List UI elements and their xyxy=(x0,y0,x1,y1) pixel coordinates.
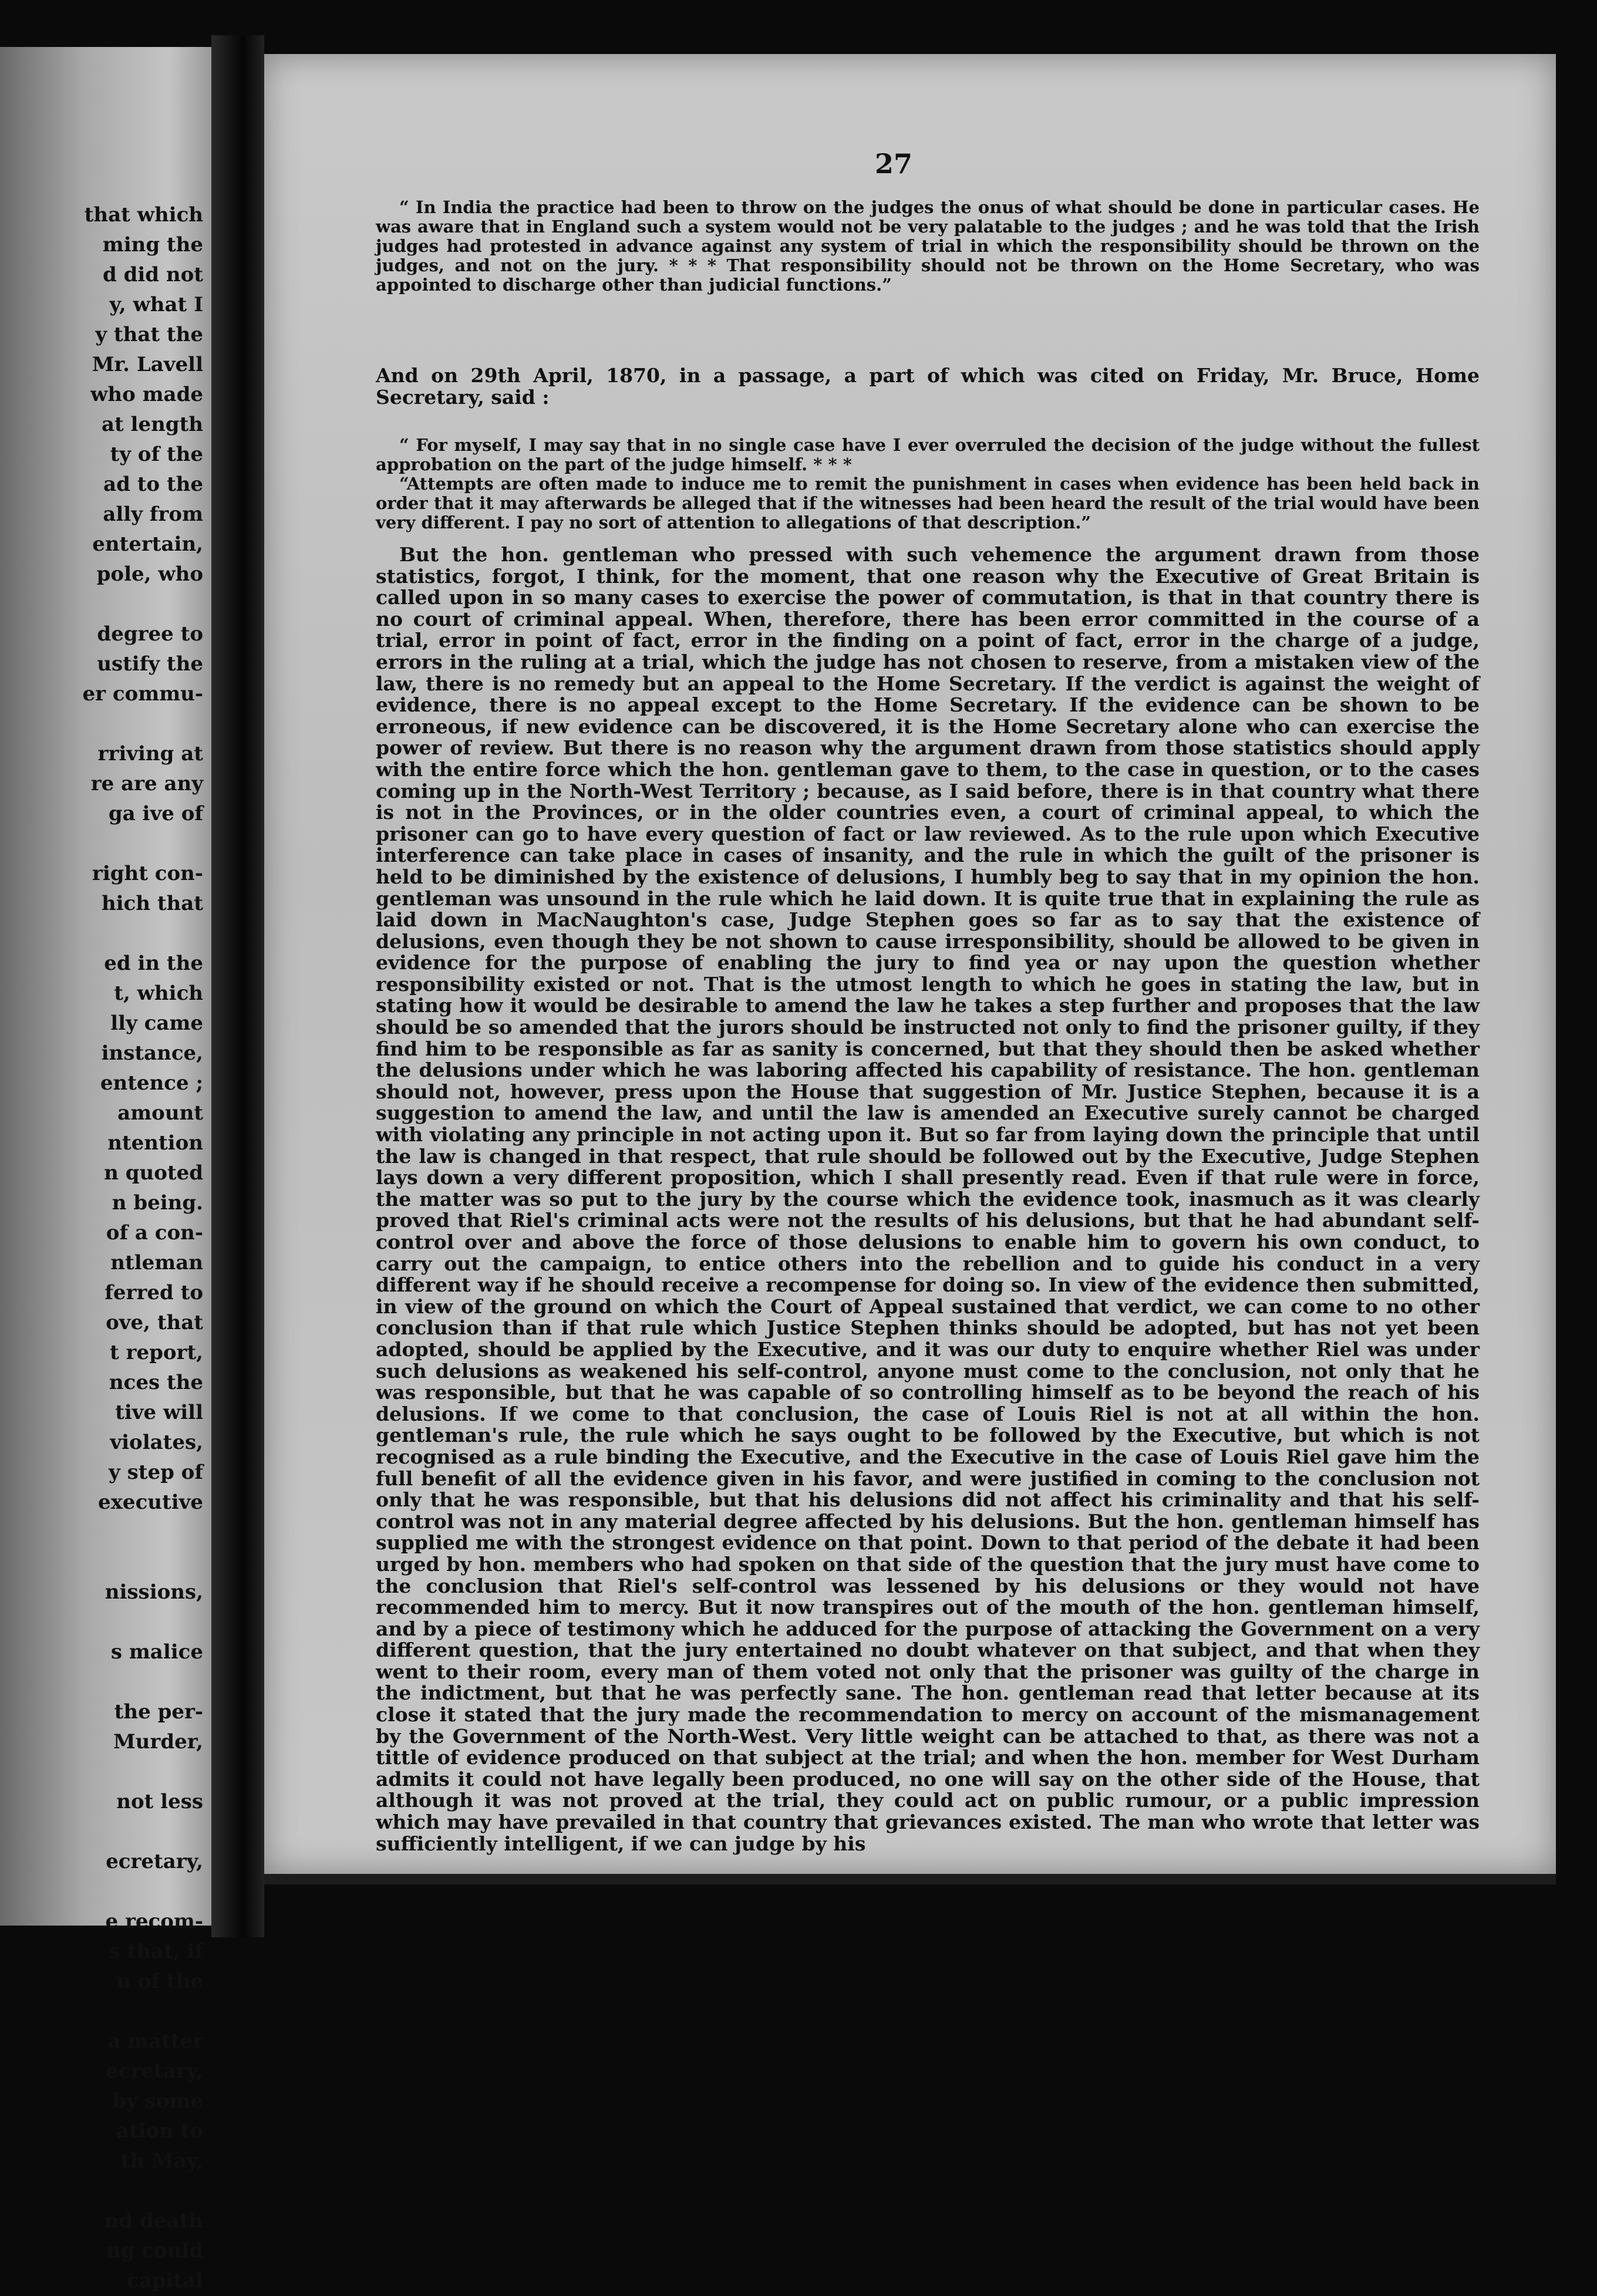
left-page-line xyxy=(15,1547,203,1577)
left-page-line: ad to the xyxy=(103,473,203,496)
left-page-line: re are any xyxy=(90,772,203,795)
left-page-line xyxy=(15,829,203,859)
document-page xyxy=(264,54,1556,1874)
page-bottom-edge xyxy=(264,1874,1556,1884)
block-quote-india xyxy=(376,198,1480,295)
left-page-line xyxy=(15,1877,203,1907)
left-page-line: ntleman xyxy=(110,1251,203,1275)
left-page-line: nces the xyxy=(109,1371,203,1394)
left-page-line xyxy=(15,2176,203,2206)
left-page-line xyxy=(15,170,203,200)
left-page-line: capital xyxy=(126,2269,203,2292)
left-page-line: ga ive of xyxy=(108,802,203,825)
intro-paragraph xyxy=(376,365,1480,408)
left-page-line: nd death xyxy=(104,2209,203,2233)
left-page-line: ming the xyxy=(102,233,203,257)
left-page-line: a matter xyxy=(107,2029,203,2053)
left-page-line: the per- xyxy=(114,1700,203,1724)
left-page-line: s malice xyxy=(110,1640,203,1664)
left-page-line: violates, xyxy=(110,1431,203,1454)
quote-paragraph: “ For myself, I may say that in no single case have I ever overruled the decision of the judge without the fullest approbation on the part of the judge himself. * * * xyxy=(376,435,1480,474)
left-page-line: at length xyxy=(101,413,203,436)
left-page-line: n quoted xyxy=(104,1161,203,1185)
left-page-line xyxy=(15,1667,203,1697)
left-page-line: t report, xyxy=(110,1341,203,1364)
left-page-line: y step of xyxy=(109,1461,203,1484)
left-page-line: ferred to xyxy=(105,1281,203,1304)
left-page-line xyxy=(15,919,203,949)
left-page-line: tive will xyxy=(115,1401,203,1424)
left-page-line xyxy=(15,1607,203,1637)
left-facing-page xyxy=(0,47,211,2292)
left-page-line: entence ; xyxy=(100,1071,203,1095)
left-page-line: ation to xyxy=(116,2119,203,2143)
left-page-line: t, which xyxy=(114,982,203,1005)
left-page-line: e recom- xyxy=(105,1910,203,1933)
block-quote-bruce xyxy=(376,436,1480,532)
left-page-line: ustify the xyxy=(97,652,203,676)
left-page-line: n of the xyxy=(116,1970,203,1993)
left-page-line: pole, who xyxy=(96,562,203,586)
left-page-line: who made xyxy=(90,383,203,406)
left-page-line: d did not xyxy=(102,263,203,286)
left-page-line: amount xyxy=(117,1101,203,1125)
body-paragraph: But the hon. gentleman who pressed with such vehemence the argument drawn from those statistics, forgot, I think, for the moment, that one reason why the Executive of Great Britain is called upon in so many cases to exercise the power of commutation, is that in that country there is no court of criminal appeal. When, therefore, there has been error committed in the course of a trial, error in point of fact, error in the finding on a point of fact, error in the charge of a judge, errors in the ruling at a trial, which the judge has not chosen to reserve, from a mistaken view of the law, there is no remedy but an appeal to the Home Secretary. If the verdict is against the weight of evidence, there is no appeal except to the Home Secretary. If the evidence can be shown to be erroneous, if new evidence can be discovered, it is the Home Secretary alone who can exercise the power of review. But there is no reason why the argument drawn from those statistics should apply with the entire force which the hon. gentleman gave to them, to the case in question, or to the cases coming up in the North-West Territory ; because, as I said before, there is in that country what there is not in the Provinces, or in the older countries even, a court of criminal appeal, to which the prisoner can go to have every question of fact or law reviewed. As to the rule upon which Executive interference can take place in cases of insanity, and the rule in which the guilt of the prisoner is held to be diminished by the existence of delusions, I humbly beg to say that in my opinion the hon. gentleman was unsound in the rule which he laid down. It is quite true that in explaining the rule as laid down in MacNaughton's case, Judge Stephen goes so far as to say that the existence of delusions, even though they be not shown to cause irresponsibility, should be allowed to be given in evidence for the purpose of enabling the jury to find yea or nay upon the question whether responsibility existed or not. That is the utmost length to which he goes in stating the law, but in stating how it would be desirable to amend the law he takes a step further and proposes that the law should be so amended that the jurors should be instructed not only to find the prisoner guilty, if they find him to be responsible as far as sanity is concerned, but that they should then be asked whether the delusions under which he was laboring affected his capability of resistance. The hon. gentleman should not, however, press upon the House that suggestion of Mr. Justice Stephen, because it is a suggestion to amend the law, and until the law is amended an Executive surely cannot be charged with violating any principle in not acting upon it. But so far from laying down the principle that until the law is changed in that respect, that rule should be followed out by the Executive, Judge Stephen lays down a very different proposition, which I shall presently read. Even if that rule were in force, the matter was so put to the jury by the course which the evidence took, inasmuch as it was clearly proved that Riel's criminal acts were not the results of his delusions, but that he had abundant self-control over and above the force of those delusions to enable him to govern his own conduct, to carry out the campaign, to entice others into the rebellion and to guide his conduct in a very different way if he should receive a recompense for doing so. In view of the evidence then submitted, in view of the ground on which the Court of Appeal sustained that verdict, we can come to no other conclusion than if that rule which Justice Stephen thinks should be adopted, but has not yet been adopted, should be applied by the Executive, and it was our duty to enquire whether Riel was under such delusions as weakened his self-control, anyone must come to the conclusion, not only that he was responsible, but that he was capable of so controlling himself as to be beyond the reach of his delusions. If we come to that conclusion, the case of Louis Riel is not at all within the hon. gentleman's rule, the rule which he says ought to be followed by the Executive, but which is not recognised as a rule binding the Executive, and the Executive in the case of Louis Riel gave him the full benefit of all the evidence given in his favor, and were justified in coming to the conclusion not only that he was responsible, but that his delusions did not affect his criminality and that his self-control was not in any material degree affected by his delusions. But the hon. gentleman himself has supplied me with the strongest evidence on that point. Down to that period of the debate it had been urged by hon. members who had spoken on that side of the question that the jury must have come to the conclusion that Riel's self-control was lessened by his delusions or they would not have recommended him to mercy. But it now transpires out of the mouth of the hon. gentleman himself, and by a piece of testimony which he adduced for the purpose of attacking the Government on a very different question, that the jury entertained no doubt whatever on that subject, and that when they went to their room, every man of them voted not only that the prisoner was guilty of the charge in the indictment, but that he was perfectly sane. The hon. gentleman read that letter because at its close it stated that the jury made the recommendation to mercy on account of the mismanagement by the Government of the North-West. Very little weight can be attached to that, as there was not a tittle of evidence produced on that subject at the trial; and when the hon. member for West Durham admits it could not have legally been produced, no one will say on the other side of the House, that although it was not proved at the trial, they could act on public rumour, or a public impression which may have prevailed in that country that grievances existed. The man who wrote that letter was sufficiently intelligent, if we can judge by his xyxy=(376,543,1480,1855)
left-page-line: Mr. Lavell xyxy=(92,353,203,376)
left-page-text-column xyxy=(15,170,203,2296)
page-number: 27 xyxy=(875,148,913,180)
left-page-line: ty of the xyxy=(110,443,203,466)
left-page-line: th May, xyxy=(120,2149,203,2173)
left-page-line xyxy=(15,1817,203,1847)
quote-paragraph: “Attempts are often made to induce me to remit the punishment in cases when evidence has been held back in order that it may afterwards be alleged that if the witnesses had been heard the result of the trial would have been very different. I pay no sort of attention to allegations of that description.” xyxy=(376,474,1480,532)
left-page-line: Murder, xyxy=(113,1730,203,1754)
left-page-line: instance, xyxy=(101,1041,203,1065)
left-page-line xyxy=(15,709,203,739)
left-page-line: executive xyxy=(98,1491,203,1514)
left-page-line: n being. xyxy=(112,1191,203,1215)
left-page-line: ove, that xyxy=(106,1311,203,1334)
left-page-line: right con- xyxy=(92,862,203,885)
left-page-line: ecretary, xyxy=(106,1850,203,1873)
left-page-line: y that the xyxy=(95,323,203,346)
left-page-line: nissions, xyxy=(105,1580,203,1604)
left-page-line: y, what I xyxy=(109,293,203,316)
left-page-line: rriving at xyxy=(97,742,203,766)
left-page-line: degree to xyxy=(97,622,203,646)
quote-paragraph: “ In India the practice had been to throw on the judges the onus of what should be done in particular cases. He was aware that in England such a system would not be very palatable to the judges ; and he was told that the Irish judges had protested in advance against any system of trial in which the responsibility should be thrown on the judges, and not on the jury. * * * That responsibility should not be thrown on the Home Secretary, who was appointed to discharge other than judicial functions.” xyxy=(376,197,1480,295)
left-page-line: er commu- xyxy=(82,682,203,706)
left-page-line: entertain, xyxy=(92,532,203,556)
left-page-line: ecretary, xyxy=(106,2059,203,2083)
left-page-line: ng could xyxy=(106,2239,203,2263)
left-page-line: by some xyxy=(112,2089,203,2113)
left-page-line xyxy=(15,1518,203,1547)
book-gutter xyxy=(211,35,264,1937)
left-page-line: s that, if xyxy=(109,1940,203,1963)
left-page-line: of a con- xyxy=(106,1221,203,1245)
left-page-line: that which xyxy=(84,203,203,227)
left-page-line xyxy=(15,1997,203,2027)
left-page-line: not less xyxy=(116,1790,203,1813)
left-page-line xyxy=(15,1757,203,1787)
left-page-line: ed in the xyxy=(104,952,203,975)
left-page-line: ally from xyxy=(103,503,203,526)
left-page-line: hich that xyxy=(101,892,203,915)
left-page-line xyxy=(15,589,203,619)
left-page-line: ntention xyxy=(107,1131,203,1155)
intro-text: And on 29th April, 1870, in a passage, a part of which was cited on Friday, Mr. Bruce, Home Secretary, said : xyxy=(376,364,1480,409)
left-page-line: lly came xyxy=(110,1012,203,1035)
main-body-text xyxy=(376,544,1480,1855)
